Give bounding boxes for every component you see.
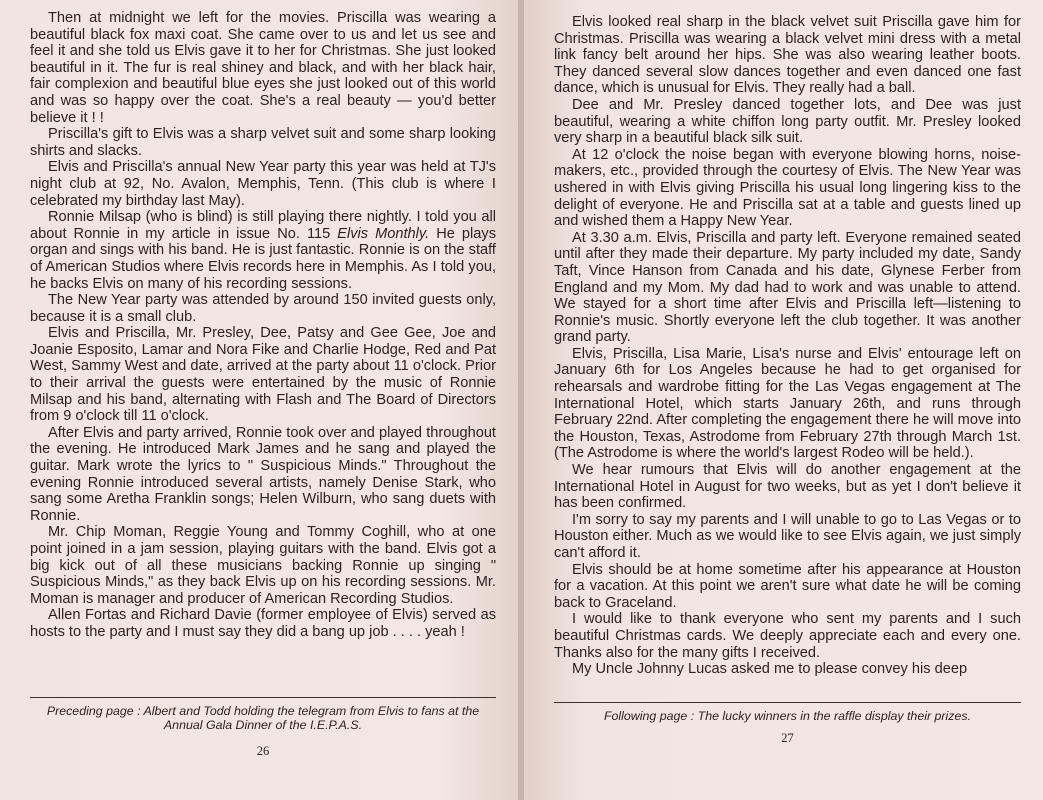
paragraph-milsap (30, 209, 496, 292)
paragraph: Dee and Mr. Presley danced together lots, and Dee was just beautiful, wearing a white chiffon long party outfit. Mr. Presley looked very sharp in a beautiful black silk suit. (554, 96, 1021, 147)
paragraph: The New Year party was attended by around 150 invited guests only, because it is a small club. (30, 292, 496, 325)
paragraph: Elvis, Priscilla, Lisa Marie, Lisa's nurse and Elvis' entourage left on January 6th for Los Angeles because he had to get organised for rehearsals and wardrobe fitting for the Las Vegas engagement at The International Hotel, which starts January 26th, and runs through February 22nd. After completing the engagement there he will move into the Houston, Texas, Astrodome from February 27th through March 1st. (The Astrodome is where the world's largest Rodeo will be held.). (554, 345, 1021, 462)
page-number: 27 (781, 731, 794, 745)
paragraph: At 12 o'clock the noise began with everyone blowing horns, noise-makers, etc., provided through the courtesy of Elvis. The New Year was ushered in with Elvis giving Priscilla his usual long lingering kiss to the delight of everyone. He and Priscilla sat at a table and guests lined up and wished them a Happy New Year. (554, 146, 1021, 230)
paragraph: Then at midnight we left for the movies. Priscilla was wearing a beautiful black fox maxi coat. She came over to us and let us see and feel it and she told us Elvis gave it to her for Christmas. She just looked beautiful in it. The fur is real shiney and black, and with her black hair, fair complexion and beautiful blue eyes she just looked out of this world and was so happy over the coat. She's a real beauty — you'd better believe it ! ! (30, 10, 496, 126)
paragraph: At 3.30 a.m. Elvis, Priscilla and party left. Everyone remained seated until after they made their departure. My party included my date, Sandy Taft, Vince Hanson from Canada and his date, Glynese Ferber from England and my Mom. My dad had to work and was unable to attend. We stayed for a short time after Elvis and Priscilla left—listening to Ronnie's music. Shortly everyone left the club together. It was another grand party. (554, 229, 1021, 346)
paragraph: Elvis should be at home sometime after his appearance at Houston for a vacation. At this point we aren't sure what date he will be coming back to Graceland. (554, 561, 1021, 611)
paragraph: Elvis and Priscilla's annual New Year party this year was held at TJ's night club at 92, No. Avalon, Memphis, Tenn. (This club is where I celebrated my birthday last May). (30, 159, 496, 209)
milsap-text-after: He plays organ and sings with his band. He is just fantastic. Ronnie is on the staff of American Studios where Elvis records here in Memphis. As I told you, he backs Elvis on many of his recording sessions. (30, 225, 496, 292)
paragraph: Priscilla's gift to Elvis was a sharp velvet suit and some sharp looking shirts and slacks. (30, 126, 496, 159)
page-number: 26 (256, 744, 270, 758)
right-page (524, 0, 1043, 800)
paragraph: Elvis looked real sharp in the black velvet suit Priscilla gave him for Christmas. Priscilla was wearing a black velvet mini dress with a metal link fancy belt around her hips. She was also wearing leather boots. They danced several slow dances together and even danced one fast dance, which is unusual for Elvis. They really had a ball. (554, 14, 1021, 97)
caption-divider (30, 697, 496, 698)
paragraph: I'm sorry to say my parents and I will unable to go to Las Vegas or to Houston either. Much as we would like to see Elvis again, we just simply can't afford it. (554, 511, 1021, 561)
paragraph: I would like to thank everyone who sent my parents and I such beautiful Christmas cards. We deeply appreciate each and every one. Thanks also for the many gifts I received. (554, 611, 1021, 661)
paragraph: Allen Fortas and Richard Davie (former employee of Elvis) served as hosts to the party and I must say they did a bang up job . . . . yeah ! (30, 607, 496, 640)
paragraph: My Uncle Johnny Lucas asked me to please convey his deep (572, 661, 968, 678)
caption-divider (554, 702, 1021, 703)
photo-caption: Following page : The lucky winners in the raffle display their prizes. (603, 709, 972, 723)
paragraph: We hear rumours that Elvis will do another engagement at the International Hotel in August for two weeks, but as yet I don't believe it has been confirmed. (554, 462, 1021, 512)
right-page-text (554, 14, 1021, 694)
left-page-text (30, 10, 496, 690)
left-page (0, 0, 518, 800)
magazine-title: Elvis Monthly. (337, 225, 430, 242)
paragraph: After Elvis and party arrived, Ronnie took over and played throughout the evening. He introduced Mark James and he sang and played the guitar. Mark wrote the lyrics to " Suspicious Minds." Throughout the evening Ronnie introduced several artists, namely Denise Stark, who sang some Aretha Franklin songs; Helen Wilburn, who sang duets with Ronnie. (30, 424, 496, 524)
paragraph: Mr. Chip Moman, Reggie Young and Tommy Coghill, who at one point joined in a jam session, playing guitars with the band. Elvis got a big kick out of all these musicians backing Ronnie up singing " Suspicious Minds," as they back Elvis up on his recording sessions. Mr. Moman is manager and producer of American Recording Studios. (30, 524, 496, 607)
milsap-text-before: Ronnie Milsap (who is blind) is still playing there nightly. I told you all about Ronnie in my article in issue No. 115 (30, 209, 496, 242)
paragraph: Elvis and Priscilla, Mr. Presley, Dee, Patsy and Gee Gee, Joe and Joanie Esposito, Lamar and Nora Fike and Charlie Hodge, Red and Pat West, Sammy West and date, arrived at the party about 11 o'clock. Prior to their arrival the guests were entertained by the music of Ronnie Milsap and his band, alternating with Flash and The Board of Directors from 9 o'clock till 11 o'clock. (30, 325, 496, 425)
photo-caption: Preceding page : Albert and Todd holding the telegram from Elvis to fans at the Annual Gala Dinner of the I.E.P.A.S. (46, 704, 480, 732)
